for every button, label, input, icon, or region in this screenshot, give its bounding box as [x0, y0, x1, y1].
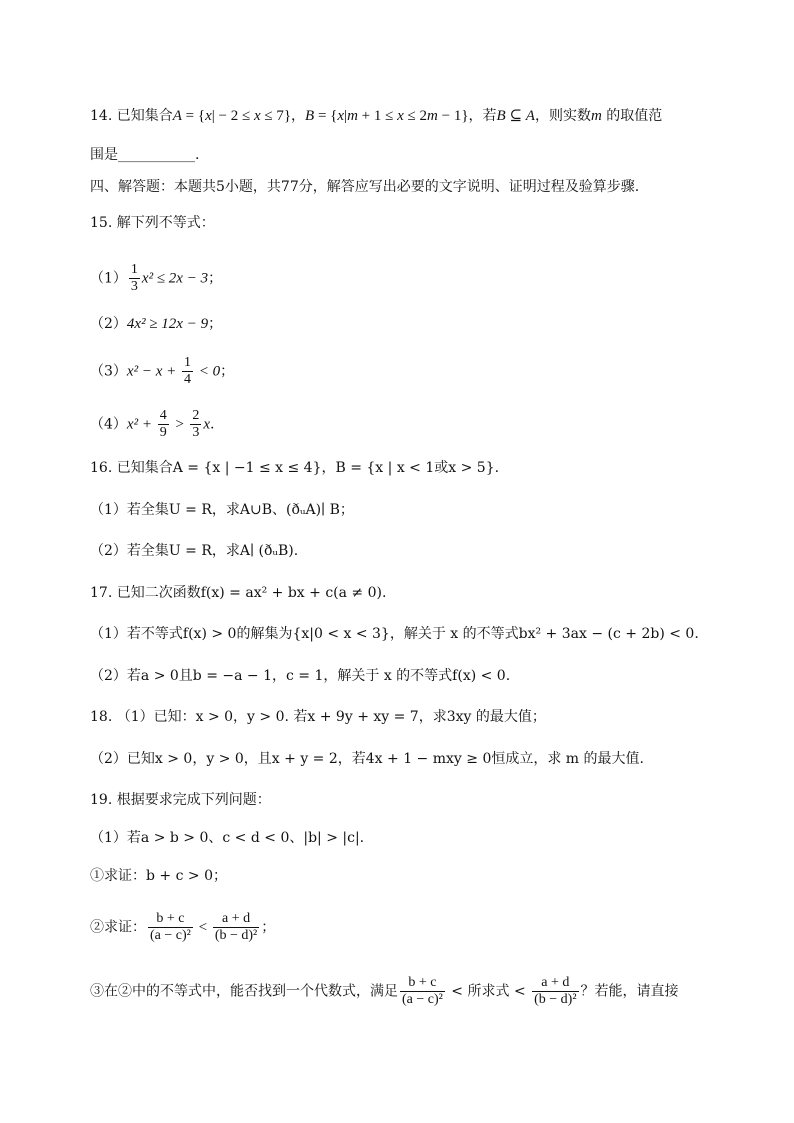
part-label: （4） — [90, 416, 127, 433]
part-label: （3） — [90, 363, 127, 380]
denominator: 3 — [192, 425, 200, 440]
denominator: (a − c)² — [150, 928, 191, 943]
denominator: 3 — [130, 279, 138, 294]
punct: ； — [208, 316, 223, 332]
q19-text: ③在②中的不等式中，能否找到一个代数式，满足 — [90, 983, 398, 1000]
q15-part4 — [90, 408, 708, 441]
numerator: 1 — [183, 355, 191, 370]
q19-s3 — [90, 975, 708, 1008]
fraction — [158, 408, 169, 441]
q19-text: < 所求式 < — [446, 983, 531, 1000]
q18-line1: 18. （1）已知：x > 0，y > 0. 若x + 9y + xy = 7，求3xy 的最大值； — [90, 709, 546, 725]
q14-text: ，则实数 — [534, 108, 591, 124]
fraction — [400, 975, 445, 1008]
math: x — [205, 108, 212, 124]
q14-line2: 围是___________. — [90, 147, 200, 163]
denominator: 4 — [183, 372, 191, 387]
math: m — [347, 108, 358, 124]
punct: ； — [261, 919, 276, 936]
q19-text: ？若能，请直接 — [580, 983, 679, 1000]
punct: . — [210, 416, 215, 433]
numerator: 2 — [192, 408, 200, 423]
math: = { — [314, 108, 338, 124]
q16-line1: 16. 已知集合A = {x | −1 ≤ x ≤ 4}，B = {x | x < 1或x > 5}. — [90, 460, 500, 476]
math: > — [170, 416, 189, 433]
q15-part3 — [90, 355, 708, 388]
q19-s1: ①求证：b + c > 0； — [90, 868, 227, 884]
denominator: (a − c)² — [402, 992, 443, 1007]
numerator: b + c — [148, 911, 193, 928]
math: 4x² ≥ 12x − 9 — [126, 316, 209, 332]
math: < 0 — [194, 363, 221, 380]
math: ⊆ — [505, 108, 526, 124]
denominator: 9 — [159, 425, 167, 440]
math: x — [203, 416, 210, 433]
q14-text: ，若 — [468, 108, 497, 124]
math: | − 2 ≤ — [211, 108, 254, 124]
q18-line2: （2）已知x > 0，y > 0，且x + y = 2，若4x + 1 − mxy ≥ 0恒成立，求 m 的最大值. — [90, 751, 644, 767]
math: A — [172, 108, 182, 124]
q14-text: ， — [291, 108, 306, 124]
q19-part1: （1）若a > b > 0、c < d < 0、|b| > |c|. — [90, 830, 365, 846]
q15-part1 — [90, 262, 708, 295]
punct: ； — [208, 270, 223, 287]
q17-part1: （1）若不等式f(x) > 0的解集为{x|0 < x < 3}，解关于 x 的不等式bx² + 3ax − (c + 2b) < 0. — [90, 626, 699, 642]
fraction — [532, 975, 578, 1008]
math: x² + — [126, 416, 156, 433]
q14-text: 的取值范 — [601, 108, 663, 124]
denominator: (b − d)² — [214, 928, 258, 943]
math: A — [525, 108, 535, 124]
q19-text: ②求证： — [90, 919, 146, 936]
fraction — [148, 911, 193, 944]
part-label: （1） — [90, 270, 127, 287]
q16-part2: （2）若全集U = R，求A∣ (ðᵤB). — [90, 543, 299, 559]
numerator: a + d — [532, 975, 578, 992]
q17-line1: 17. 已知二次函数f(x) = ax² + bx + c(a ≠ 0). — [90, 585, 387, 601]
section-heading: 四、解答题：本题共5小题，共77分，解答应写出必要的文字说明、证明过程及验算步骤. — [90, 179, 640, 195]
math: = { — [181, 108, 206, 124]
math: < — [194, 919, 211, 936]
fraction — [190, 408, 201, 441]
q14-text: 14. 已知集合 — [90, 108, 173, 124]
denominator: (b − d)² — [534, 992, 577, 1007]
fraction — [182, 355, 193, 388]
math: ≤ 2 — [403, 108, 428, 124]
part-label: （2） — [90, 316, 127, 332]
math: x² ≤ 2x − 3 — [141, 270, 209, 287]
math: m — [590, 108, 602, 124]
fraction — [129, 262, 140, 295]
math: m — [427, 108, 438, 124]
q17-part2: （2）若a > 0且b = −a − 1，c = 1，解关于 x 的不等式f(x) < 0. — [90, 668, 511, 684]
math: B — [496, 108, 506, 124]
math: x² − x + — [126, 363, 180, 380]
math: B — [305, 108, 315, 124]
math: − 1} — [437, 108, 469, 124]
math: x — [397, 108, 404, 124]
q15-part2 — [90, 314, 708, 334]
q15-title: 15. 解下列不等式： — [90, 215, 215, 231]
numerator: 4 — [159, 408, 167, 423]
q19-title: 19. 根据要求完成下列问题： — [90, 792, 271, 808]
q16-part1: （1）若全集U = R，求A∪B、(ðᵤA)∣ B； — [90, 502, 354, 518]
math: | — [344, 108, 348, 124]
q14-line1 — [90, 106, 708, 126]
numerator: a + d — [213, 911, 259, 928]
q19-s2 — [90, 911, 708, 944]
punct: ； — [220, 363, 235, 380]
math: + 1 ≤ — [357, 108, 398, 124]
fraction — [213, 911, 259, 944]
math: ≤ 7} — [260, 108, 292, 124]
numerator: b + c — [400, 975, 445, 992]
numerator: 1 — [130, 262, 138, 277]
math: x — [253, 108, 261, 124]
math: x — [337, 108, 345, 124]
